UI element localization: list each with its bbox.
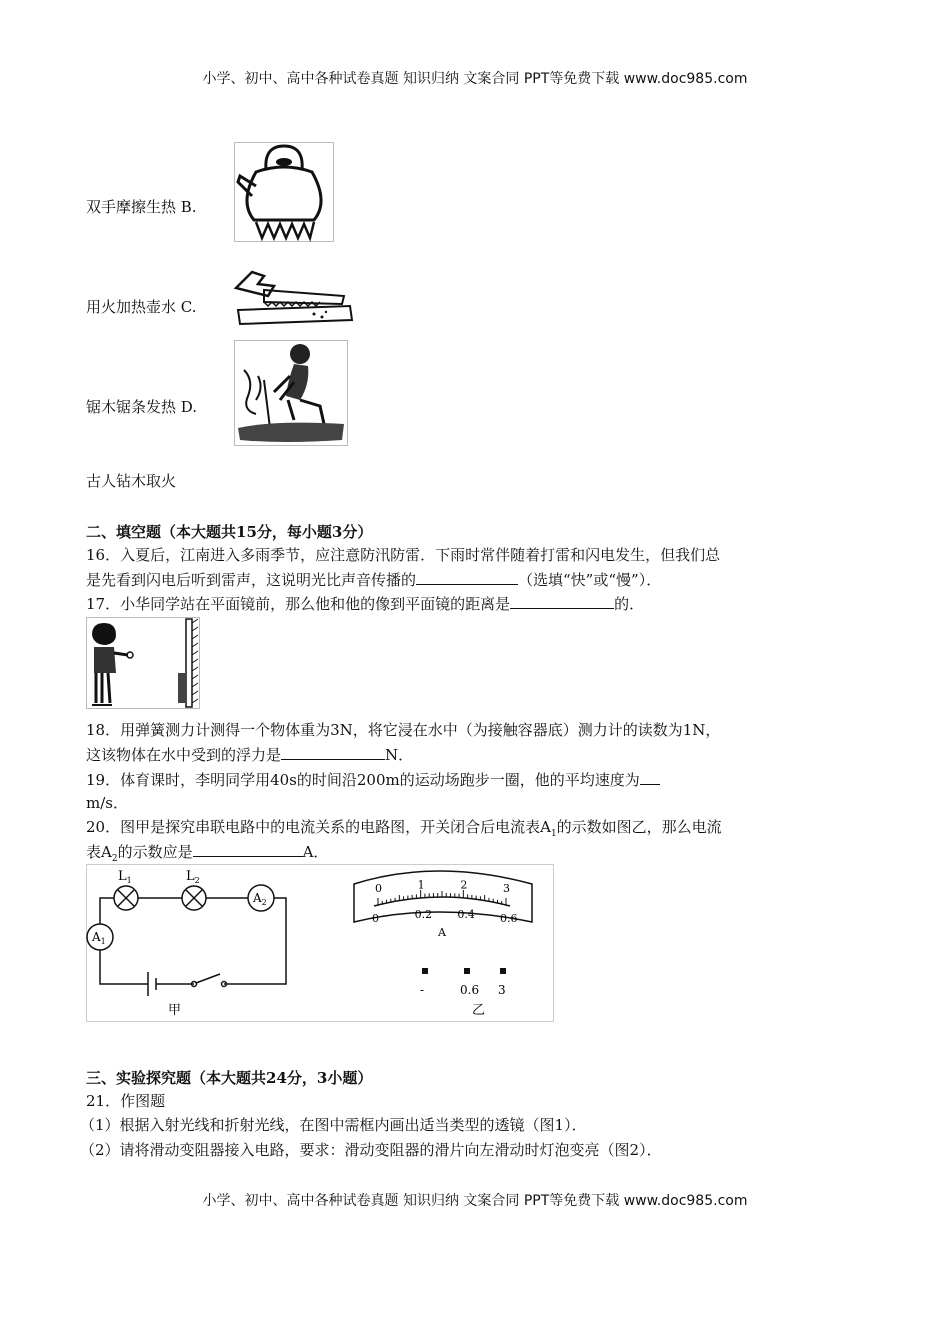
l2-label: $L_2$ <box>186 869 200 885</box>
ammeter-top-label: 2 <box>460 878 468 892</box>
q20-a2-sub: 2 <box>111 854 118 864</box>
ammeter-top-label: 3 <box>503 882 510 895</box>
l1-label: $L_1$ <box>118 869 132 885</box>
q16-answer-blank[interactable] <box>416 568 518 585</box>
q19-text: 19．体育课时，李明同学用40s的时间沿200m的运动场跑步一圈，他的平均速度为 <box>86 771 640 789</box>
ammeter-terminals <box>422 968 506 974</box>
q16-line2-b: （选填“快”或“慢”）． <box>518 571 662 589</box>
page-header: 小学、初中、高中各种试卷真题 知识归纳 文案合同 PPT等免费下载 www.doc985.com <box>202 71 748 87</box>
ammeter-bottom-label: 0.6 <box>500 912 518 925</box>
option-a-text: 双手摩擦生热 B. <box>86 198 197 216</box>
q20-line2-a: 表A <box>86 843 112 861</box>
q20-line2-c: A． <box>302 843 329 861</box>
q18-answer-blank[interactable] <box>281 743 385 760</box>
option-b-text: 用火加热壶水 C. <box>86 298 197 316</box>
q17-line <box>86 592 644 615</box>
q20-line1-b: 的示数如图乙，那么电流 <box>556 818 722 836</box>
terminal-0-6: 0.6 <box>460 983 480 997</box>
ammeter-bottom-label: 0.4 <box>457 908 475 921</box>
q20-line1-a: 20．图甲是探究串联电路中的电流关系的电路图，开关闭合后电流表A <box>86 818 551 836</box>
a1-label: $A_1$ <box>92 930 106 946</box>
circuit-caption: 甲 <box>168 1003 182 1018</box>
circuit-ammeter-figure <box>86 864 554 1022</box>
q16-line1: 16．入夏后，江南进入多雨季节，应注意防汛防雷．下雨时常伴随着打雷和闪电发生，但我们总 <box>86 546 721 564</box>
terminal-3: 3 <box>498 983 506 997</box>
q18-line2 <box>86 743 413 766</box>
q18-line2-b: N． <box>385 746 414 764</box>
q21-part2: （2）请将滑动变阻器接入电路，要求：滑动变阻器的滑片向左滑动时灯泡变亮（图2）． <box>80 1141 662 1159</box>
ammeter-scale-ticks <box>378 890 506 906</box>
a2-label: $A_2$ <box>253 891 267 907</box>
meter-caption: 乙 <box>472 1003 486 1018</box>
boy-mirror-figure <box>86 617 200 709</box>
q19-line2: m/s． <box>86 794 128 812</box>
q18-line2-a: 这该物体在水中受到的浮力是 <box>86 746 282 764</box>
section-2-title: 二、填空题（本大题共15分，每小题3分） <box>86 523 373 541</box>
q20-line2-b: 的示数应是 <box>117 843 193 861</box>
ammeter-bottom-label: 0 <box>372 912 379 925</box>
q18-line1: 18．用弹簧测力计测得一个物体重为3N，将它浸在水中（为接触容器底）测力计的读数为1N， <box>86 721 721 739</box>
ammeter-top-label: 1 <box>417 878 425 892</box>
q20-a1-sub: 1 <box>550 829 557 839</box>
q16-line2 <box>86 568 661 591</box>
section-3-title: 三、实验探究题（本大题共24分，3小题） <box>86 1069 373 1087</box>
option-c-text: 锯木锯条发热 D. <box>86 398 198 416</box>
page-footer: 小学、初中、高中各种试卷真题 知识归纳 文案合同 PPT等免费下载 www.doc985.com <box>202 1193 748 1209</box>
q20-answer-blank[interactable] <box>193 840 303 857</box>
kettle-figure <box>234 142 334 242</box>
ammeter-top-label: 0 <box>375 882 382 895</box>
ammeter-bottom-label: 0.2 <box>414 908 433 921</box>
q17-text-b: 的． <box>614 595 645 613</box>
q17-answer-blank[interactable] <box>510 592 614 609</box>
q21-part1: （1）根据入射光线和折射光线，在图中需框内画出适当类型的透镜（图1）． <box>80 1116 587 1134</box>
option-d-text: 古人钻木取火 <box>86 472 177 490</box>
meter-unit: A <box>438 926 446 939</box>
terminal-minus: - <box>420 983 425 997</box>
q17-text-a: 17．小华同学站在平面镜前，那么他和他的像到平面镜的距离是 <box>86 595 511 613</box>
saw-figure <box>234 262 354 326</box>
q19-line1 <box>86 768 660 791</box>
q19-answer-blank[interactable] <box>640 768 660 785</box>
drill-fire-figure <box>234 340 348 446</box>
q21-title: 21．作图题 <box>86 1092 166 1110</box>
q16-line2-a: 是先看到闪电后听到雷声，这说明光比声音传播的 <box>86 571 417 589</box>
